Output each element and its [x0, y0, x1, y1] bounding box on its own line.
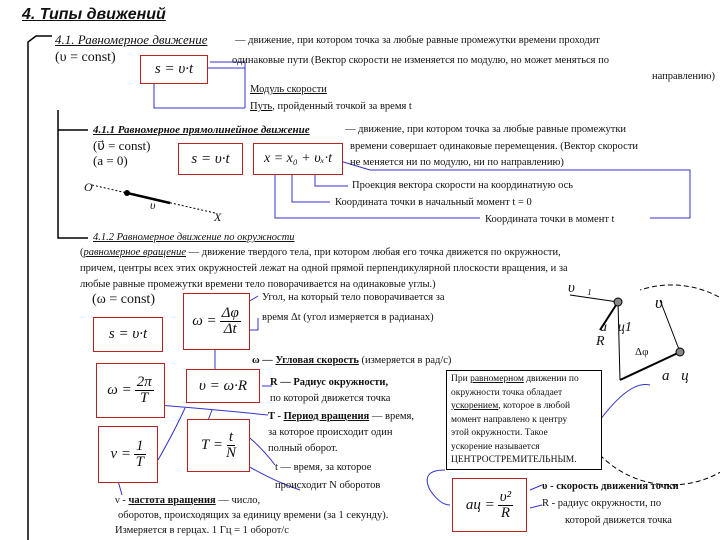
label-u: Путь: [250, 101, 273, 112]
term: равномерное вращение: [83, 247, 186, 258]
den: T: [135, 454, 144, 470]
diagram-label: Δφ: [635, 346, 649, 358]
formula-box: s = υ·t: [93, 317, 163, 352]
paragraph: причем, центры всех этих окружностей лежат на одной прямой перпендикулярной плоскости вращения, и за: [80, 263, 568, 274]
t: ускорением: [451, 401, 499, 411]
heading-4-1: 4.1. Равномерное движение: [55, 32, 208, 47]
page-title: 4. Типы движений: [22, 6, 166, 23]
axis-label: X: [214, 210, 222, 224]
t: При: [451, 374, 471, 384]
diagram-label: R: [596, 334, 605, 349]
label: [115, 495, 260, 506]
diagram-label: υ⃗: [655, 293, 677, 312]
text: — движение твердого тела, при котором любая его точка движется по окружности,: [186, 247, 561, 258]
num: Δφ: [221, 305, 239, 321]
label: Угол, на который тело поворачивается за: [262, 292, 445, 303]
centripetal-formula-box: [452, 478, 527, 532]
term: Угловая скорость: [275, 355, 359, 366]
heading-4-1-2: 4.1.2 Равномерное движение по окружности: [93, 232, 295, 243]
formula-box: s = υ·t: [178, 143, 243, 175]
rest: — число,: [215, 495, 261, 506]
formula-box: x = x₀ + υₓ·t: [253, 143, 343, 175]
lhs: aц =: [465, 496, 495, 513]
sym: ν -: [115, 495, 129, 506]
label: которой движется точка: [565, 515, 672, 526]
diagram-label: υ⃗₁: [568, 280, 592, 296]
den: N: [225, 445, 236, 461]
label-rest: , пройденный точкой за время t: [272, 101, 412, 112]
label: Модуль скорости: [250, 84, 327, 95]
sym: ω —: [252, 355, 273, 366]
label: происходит N оборотов: [275, 480, 381, 491]
label: R — Радиус окружности,: [270, 377, 389, 388]
formula-box: [187, 419, 250, 472]
definition-text: одинаковые пути (Вектор скорости не изменяется по модулю, но может меняться по: [232, 55, 609, 66]
label: R - радиус окружности, по: [542, 498, 662, 509]
lhs: ν =: [110, 446, 132, 462]
den: T: [140, 390, 149, 406]
definition-text: времени совершает одинаковые перемещения. (Вектор скорости: [350, 141, 639, 152]
den: Δt: [223, 321, 237, 337]
label: [252, 355, 451, 366]
heading-4-1-1: 4.1.1 Равномерное прямолинейное движение: [93, 124, 310, 136]
label: Координата точки в момент t: [485, 214, 615, 225]
definition-text: направлению): [652, 71, 715, 82]
t: этой окружности. Такое: [451, 428, 548, 438]
diagram-label: a⃗ц1: [600, 320, 632, 335]
definition-text: не меняется ни по модулю, ни по направлению): [350, 157, 564, 168]
t: движении по: [523, 374, 579, 384]
paragraph: любые равные промежутки времени тело поворачивается на одинаковые углы.): [80, 279, 436, 290]
t: ЦЕНТРОСТРЕМИТЕЛЬНЫМ.: [451, 455, 577, 465]
omega-formula-box: [183, 293, 250, 350]
t: момент направлено к центру: [451, 414, 568, 425]
info-box: [446, 370, 602, 470]
rest: (измеряется в рад/с): [358, 355, 452, 366]
label: за которое происходит один: [268, 427, 393, 438]
num: t: [228, 429, 234, 445]
formula-box: [98, 426, 158, 483]
label: оборотов, происходящих за единицу времени (за 1 секунду).: [118, 510, 389, 521]
formula-box: s = υ·t: [140, 55, 208, 84]
label: υ - скорость движения точки: [542, 481, 679, 492]
condition: (υ = const): [55, 50, 116, 65]
definition-text: — движение, при котором точка за любые равные промежутки: [345, 124, 627, 135]
t: окружности точка обладает: [451, 387, 563, 398]
label: Измеряется в герцах. 1 Гц = 1 оборот/с: [115, 525, 289, 536]
label: по которой движется точка: [270, 393, 391, 404]
lhs: T =: [201, 437, 223, 453]
num: 1: [136, 438, 144, 454]
label: [250, 101, 412, 112]
diagram-label: a⃗ц: [662, 368, 689, 384]
label: время Δt (угол измеряется в радианах): [262, 312, 434, 323]
sym: T -: [268, 411, 284, 422]
label: t — время, за которое: [275, 462, 372, 473]
label: Координата точки в начальный момент t = 0: [335, 197, 532, 208]
condition: (ω = const): [92, 292, 155, 307]
label: [268, 411, 414, 422]
num: υ²: [499, 488, 512, 505]
formula-box: υ = ω·R: [186, 369, 260, 403]
lhs: ω =: [107, 382, 132, 398]
paragraph: (равномерное вращение — движение твердого тела, при котором любая его точка движется по окружности,: [80, 247, 561, 258]
rest: — время,: [369, 411, 414, 422]
definition-text: — движение, при котором точка за любые равные промежутки времени проходит: [235, 35, 600, 46]
t: , которое в любой: [498, 401, 571, 411]
t: ускорение называется: [451, 441, 540, 452]
condition: (a = 0): [93, 153, 128, 168]
axis-label: υ⃗: [150, 198, 165, 212]
term: Период вращения: [283, 411, 370, 422]
label: Проекция вектора скорости на координатную ось: [352, 180, 574, 191]
label: полный оборот.: [268, 443, 338, 454]
num: 2π: [136, 374, 152, 390]
formula-box: [96, 363, 165, 418]
den: R: [500, 504, 511, 521]
lhs: ω =: [192, 313, 217, 329]
term: частота вращения: [128, 495, 216, 506]
axis-label: O: [84, 180, 93, 194]
t: равномерном: [470, 374, 524, 384]
condition: (υ⃗ = const): [93, 138, 151, 153]
